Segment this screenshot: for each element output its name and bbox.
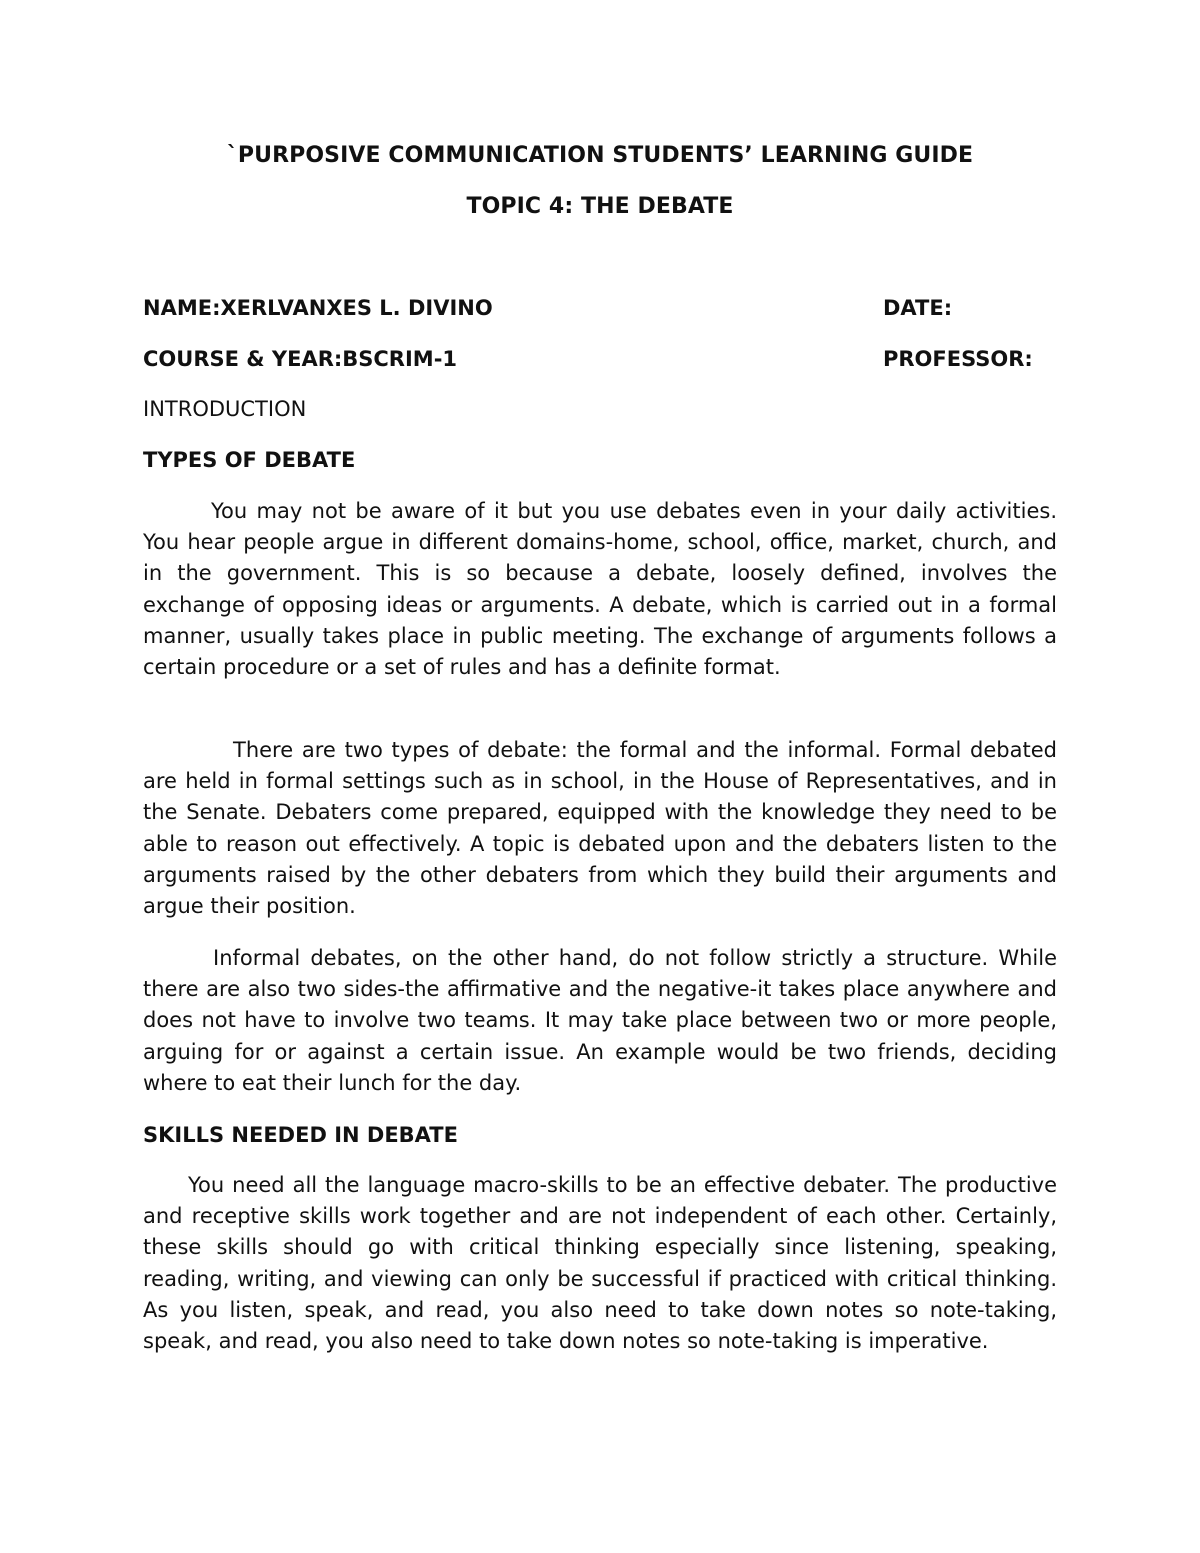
introduction-label: INTRODUCTION	[143, 397, 307, 421]
types-paragraph-3: Informal debates, on the other hand, do not follow strictly a structure. While there are also two sides-the affirmative and the negative-it takes place anywhere and does not have to involve two teams. It may take place between two or more people, arguing for or against a certain issue. An example would be two friends, deciding where to eat their lunch for the day.	[143, 946, 1057, 1095]
types-paragraph-1: You may not be aware of it but you use debates even in your daily activities. You hear people argue in different domains-home, school, office, market, church, and in the government. This is so because a debate, loosely defined, involves the exchange of opposing ideas or arguments. A debate, which is carried out in a formal manner, usually takes place in public meeting. The exchange of arguments follows a certain procedure or a set of rules and has a definite format.	[143, 499, 1057, 680]
skills-needed-heading: SKILLS NEEDED IN DEBATE	[143, 1123, 458, 1147]
skills-paragraph: You need all the language macro-skills to be an effective debater. The productive and receptive skills work together and are not independent of each other. Certainly, these skills should go with critical thinking especially since listening, speaking, reading, writing, and viewing can only be successful if practiced with critical thinking. As you listen, speak, and read, you also need to take down notes so note-taking, speak, and read, you also need to take down notes so note-taking is imperative.	[143, 1173, 1057, 1354]
types-of-debate-heading: TYPES OF DEBATE	[143, 448, 356, 472]
date-field: DATE:	[883, 296, 953, 320]
student-name-field: NAME:XERLVANXES L. DIVINO	[143, 296, 493, 320]
course-year-field: COURSE & YEAR:BSCRIM-1	[143, 347, 458, 371]
types-paragraph-2: There are two types of debate: the formal and the informal. Formal debated are held in formal settings such as in school, in the House of Representatives, and in the Senate. Debaters come prepared, equipped with the knowledge they need to be able to reason out effectively. A topic is debated upon and the debaters listen to the arguments raised by the other debaters from which they build their arguments and argue their position.	[143, 738, 1057, 919]
topic-title: TOPIC 4: THE DEBATE	[466, 194, 734, 219]
document-title: `PURPOSIVE COMMUNICATION STUDENTS’ LEARNING GUIDE	[226, 143, 974, 168]
professor-field: PROFESSOR:	[883, 347, 1033, 371]
